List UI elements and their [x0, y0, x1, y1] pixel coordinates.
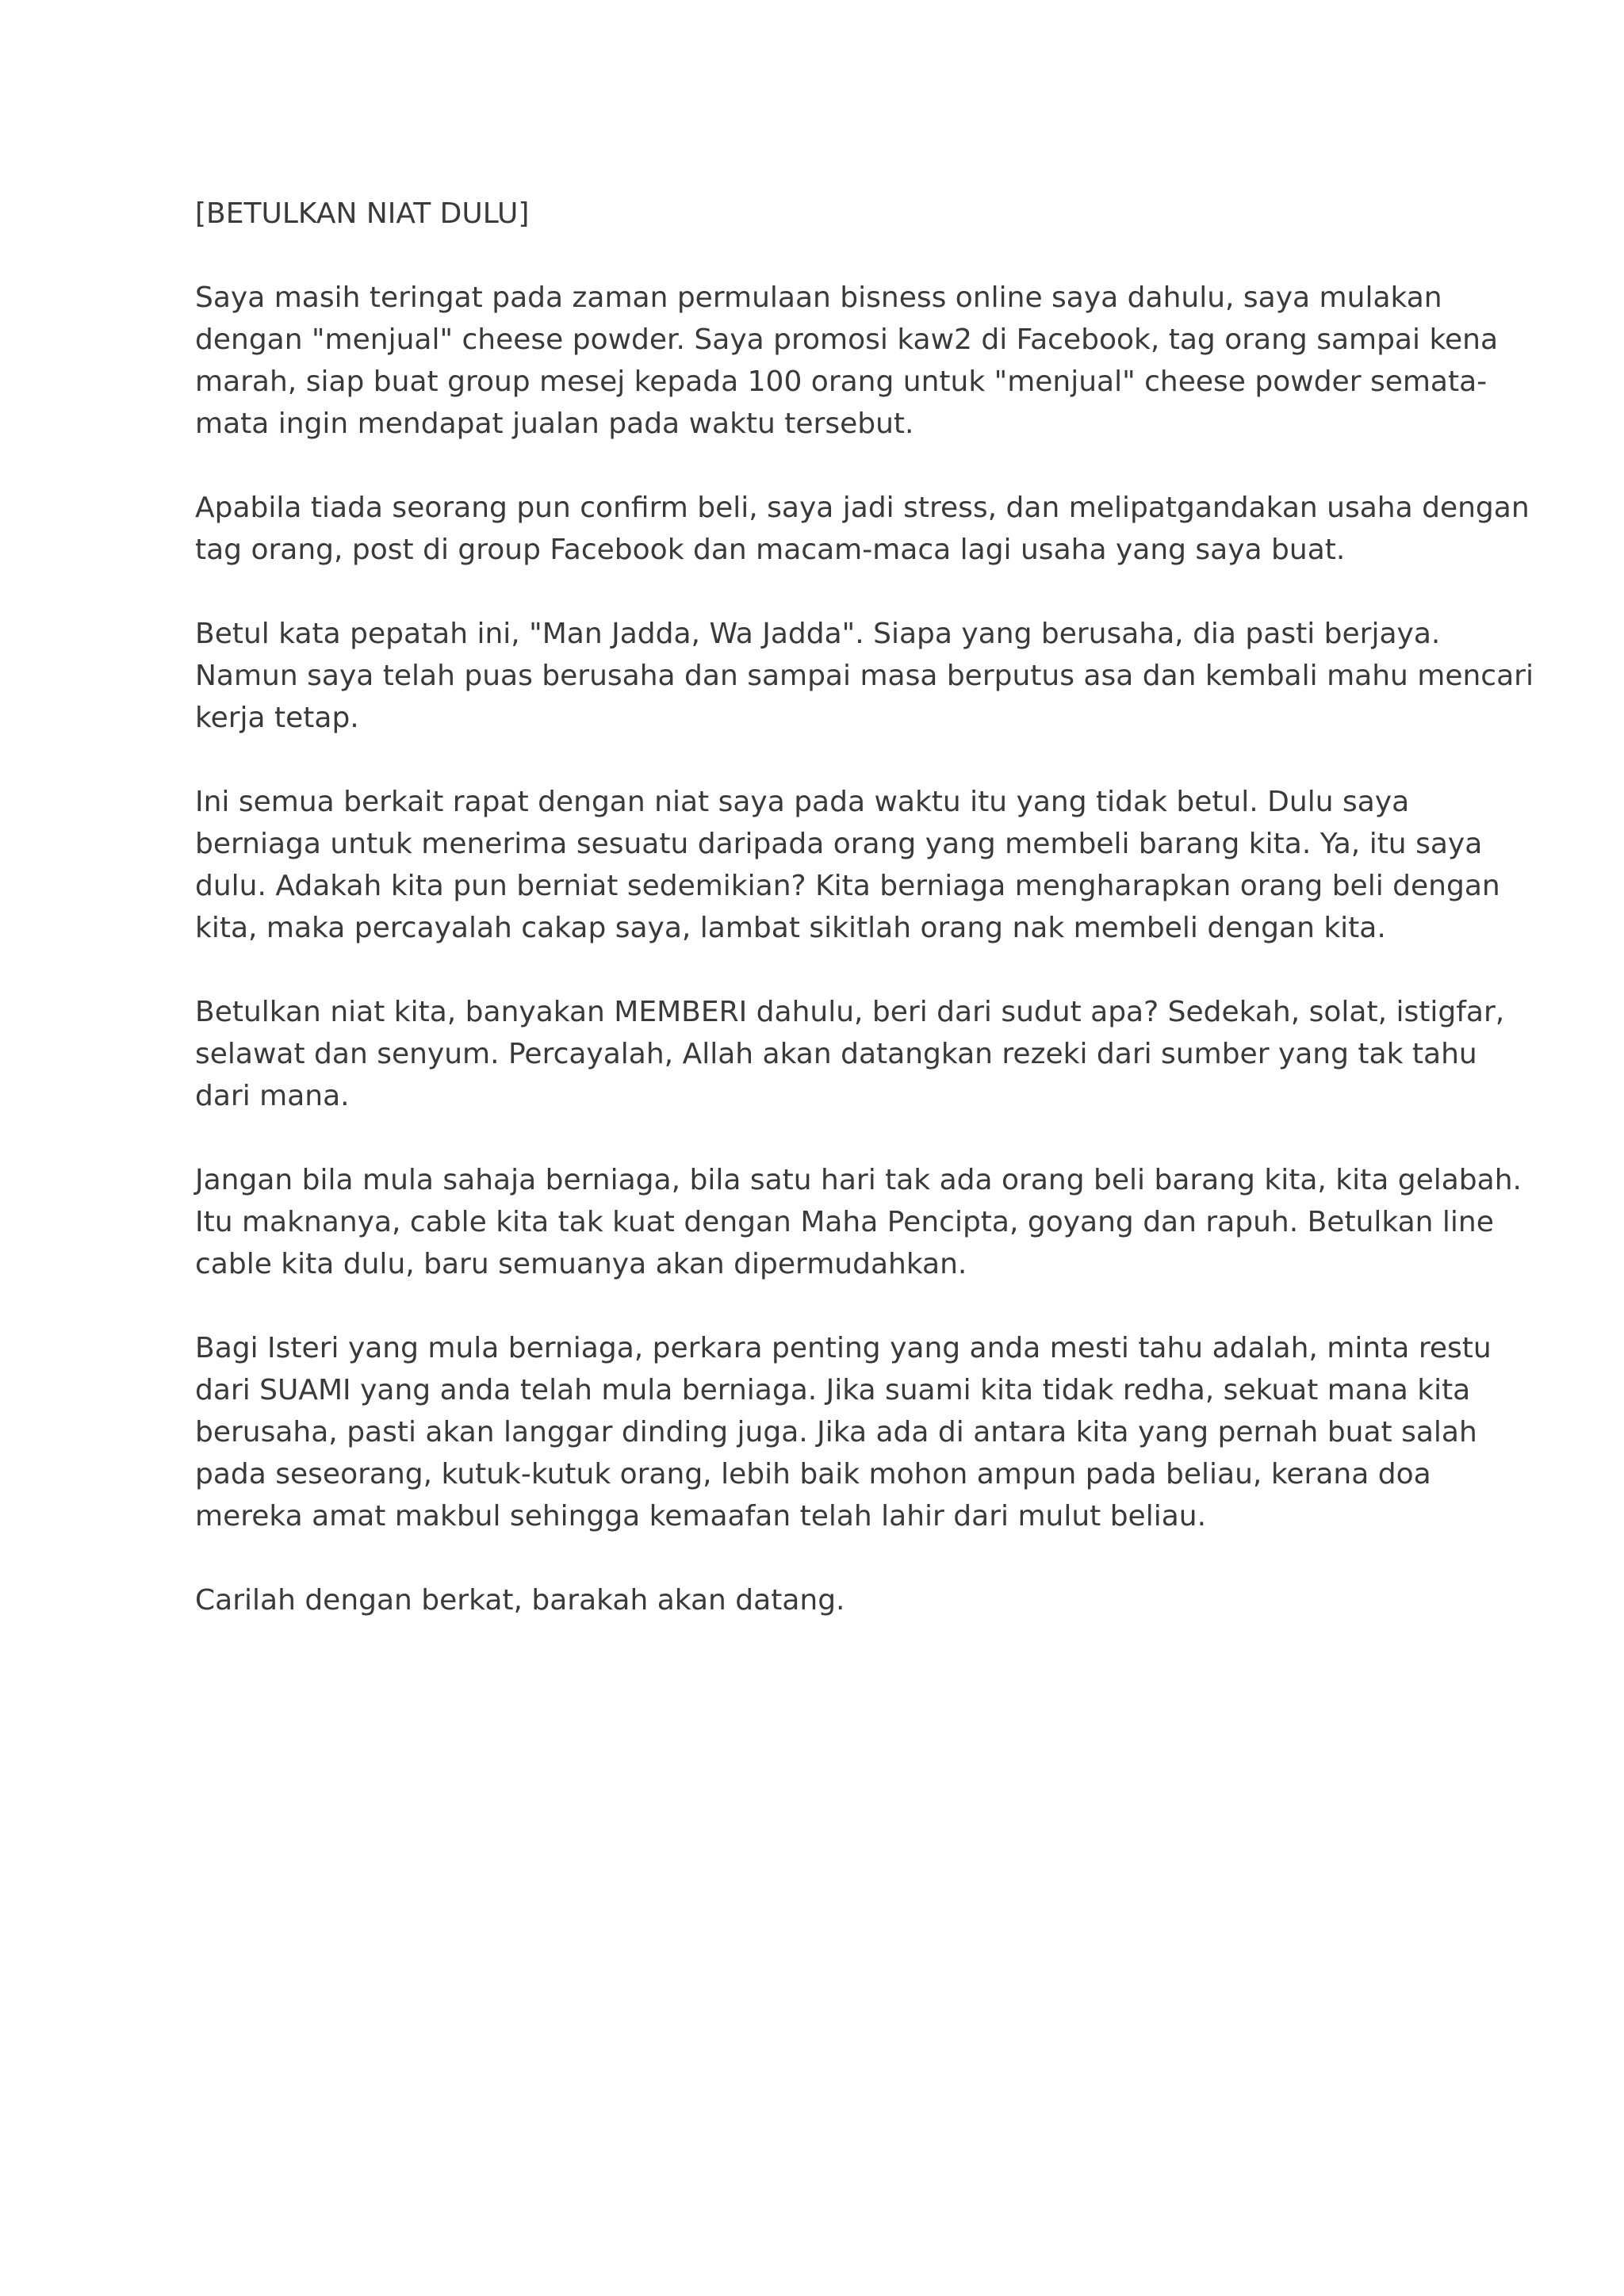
paragraph-4 — [195, 781, 1500, 949]
paragraph-1 — [195, 277, 1499, 445]
paragraph-line: pada seseorang, kutuk-kutuk orang, lebih baik mohon ampun pada beliau, kerana doa — [195, 1458, 1431, 1490]
document-title — [195, 193, 1448, 235]
paragraph-3 — [195, 613, 1534, 739]
paragraph-line: Carilah dengan berkat, barakah akan datang. — [195, 1584, 845, 1617]
paragraph-line: Ini semua berkait rapat dengan niat saya pada waktu itu yang tidak betul. Dulu saya — [195, 786, 1410, 818]
paragraph-line: Saya masih teringat pada zaman permulaan bisness online saya dahulu, saya mulakan — [195, 281, 1442, 314]
paragraph-line: dengan "menjual" cheese powder. Saya promosi kaw2 di Facebook, tag orang sampai kena — [195, 323, 1499, 356]
paragraph-6 — [195, 1159, 1522, 1285]
paragraph-line: dari mana. — [195, 1080, 350, 1112]
paragraph-line: selawat dan senyum. Percayalah, Allah akan datangkan rezeki dari sumber yang tak tahu — [195, 1038, 1477, 1070]
paragraph-line: kita, maka percayalah cakap saya, lambat sikitlah orang nak membeli dengan kita. — [195, 912, 1386, 944]
paragraph-line: Jangan bila mula sahaja berniaga, bila satu hari tak ada orang beli barang kita, kita gelabah. — [195, 1164, 1522, 1196]
paragraph-line: berusaha, pasti akan langgar dinding juga. Jika ada di antara kita yang pernah buat salah — [195, 1416, 1477, 1448]
document-body — [195, 193, 1534, 1663]
paragraph-line: Itu maknanya, cable kita tak kuat dengan Maha Pencipta, goyang dan rapuh. Betulkan line — [195, 1206, 1494, 1238]
paragraph-line: tag orang, post di group Facebook dan macam-maca lagi usaha yang saya buat. — [195, 534, 1346, 566]
paragraph-line: Namun saya telah puas berusaha dan sampai masa berputus asa dan kembali mahu mencari — [195, 660, 1534, 692]
paragraph-7 — [195, 1327, 1492, 1537]
paragraph-line: Bagi Isteri yang mula berniaga, perkara penting yang anda mesti tahu adalah, minta restu — [195, 1332, 1492, 1364]
paragraph-line: berniaga untuk menerima sesuatu daripada orang yang membeli barang kita. Ya, itu saya — [195, 828, 1483, 860]
paragraph-line: dari SUAMI yang anda telah mula berniaga. Jika suami kita tidak redha, sekuat mana kita — [195, 1374, 1471, 1406]
paragraph-line: dulu. Adakah kita pun berniat sedemikian? Kita berniaga mengharapkan orang beli dengan — [195, 870, 1500, 902]
paragraph-5 — [195, 991, 1505, 1117]
paragraph-8 — [195, 1579, 1448, 1621]
paragraph-line: Betulkan niat kita, banyakan MEMBERI dahulu, beri dari sudut apa? Sedekah, solat, istigfar, — [195, 996, 1505, 1028]
paragraph-line: mereka amat makbul sehingga kemaafan telah lahir dari mulut beliau. — [195, 1500, 1207, 1533]
document-title-text: [BETULKAN NIAT DULU] — [195, 197, 530, 230]
paragraph-line: cable kita dulu, baru semuanya akan dipermudahkan. — [195, 1248, 967, 1280]
paragraph-line: Apabila tiada seorang pun confirm beli, saya jadi stress, dan melipatgandakan usaha dengan — [195, 492, 1530, 524]
paragraph-line: mata ingin mendapat jualan pada waktu tersebut. — [195, 408, 914, 440]
paragraph-line: Betul kata pepatah ini, "Man Jadda, Wa Jadda". Siapa yang berusaha, dia pasti berjaya. — [195, 618, 1441, 650]
paragraph-line: marah, siap buat group mesej kepada 100 orang untuk "menjual" cheese powder semata- — [195, 365, 1488, 398]
paragraph-2 — [195, 487, 1530, 571]
paragraph-line: kerja tetap. — [195, 702, 359, 734]
